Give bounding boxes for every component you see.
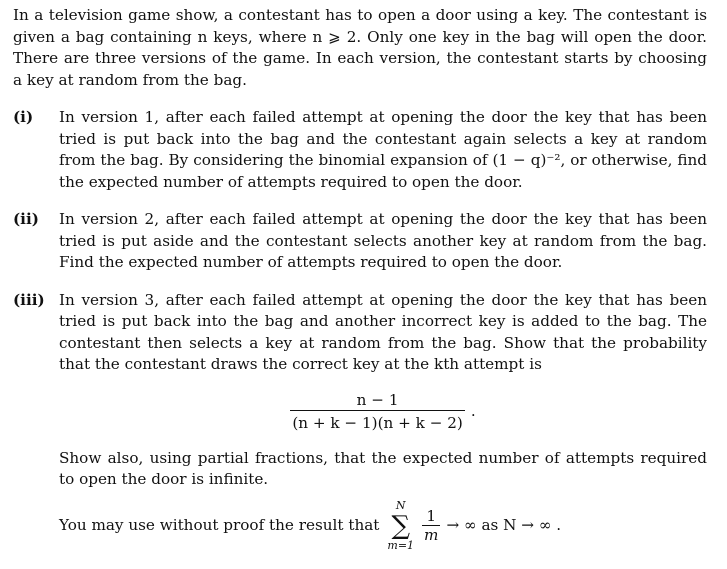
- part-iii-text: In version 3, after each failed attempt at opening the door the key that has been tried is put back into the bag and another incorrect key is added to the bag. The contestant then selects a key at random from the bag. Show that the probability that the contestant draws the correct key at the kth attempt is: [59, 290, 707, 373]
- part-iii-text-2: Show also, using partial fractions, that the expected number of attempts required to open the door is infinite.: [59, 448, 707, 488]
- formula-fraction: [290, 390, 465, 433]
- part-i-label: (i): [13, 108, 34, 126]
- hint-frac-numerator: 1: [426, 507, 437, 525]
- probability-formula: [59, 390, 707, 433]
- hint-suffix: → ∞ as N → ∞ .: [446, 515, 562, 534]
- part-i: [13, 107, 707, 193]
- formula-period: .: [470, 402, 476, 421]
- formula-denominator: (n + k − 1)(n + k − 2): [290, 410, 465, 433]
- question-page: [13, 5, 707, 569]
- sigma-symbol: ∑: [391, 510, 410, 541]
- part-iii-label: (iii): [13, 290, 45, 309]
- part-ii: [13, 209, 707, 274]
- intro-paragraph: In a television game show, a contestant has to open a door using a key. The contestant is given a bag containing n keys, where n ⩾ 2. Only one key in the bag will open the door. There are three versions of the game. In each version, the contestant starts by choosing a key at random from the bag.: [13, 6, 707, 89]
- hint-line: [59, 499, 707, 553]
- part-iii: [13, 290, 707, 553]
- hint-prefix: You may use without proof the result that: [59, 515, 380, 534]
- summation: [387, 499, 414, 553]
- sum-lower-limit: m=1: [387, 538, 415, 552]
- part-i-text: In version 1, after each failed attempt at opening the door the key that has been tried is put back into the bag and the contestant again selects a key at random from the bag. By considering the binomial expansion of (1 − q)⁻², or otherwise, find the expected number of attempts required to open the door.: [59, 108, 707, 191]
- formula-numerator: n − 1: [356, 390, 399, 409]
- part-ii-text: In version 2, after each failed attempt at opening the door the key that has been tried is put aside and the contestant selects another key at random from the bag. Find the expected number of attempts required to open the door.: [59, 210, 707, 271]
- part-ii-label: (ii): [13, 210, 39, 228]
- sum-upper-limit: N: [395, 498, 406, 512]
- hint-frac-denominator: m: [424, 526, 439, 544]
- hint-fraction: [422, 507, 440, 544]
